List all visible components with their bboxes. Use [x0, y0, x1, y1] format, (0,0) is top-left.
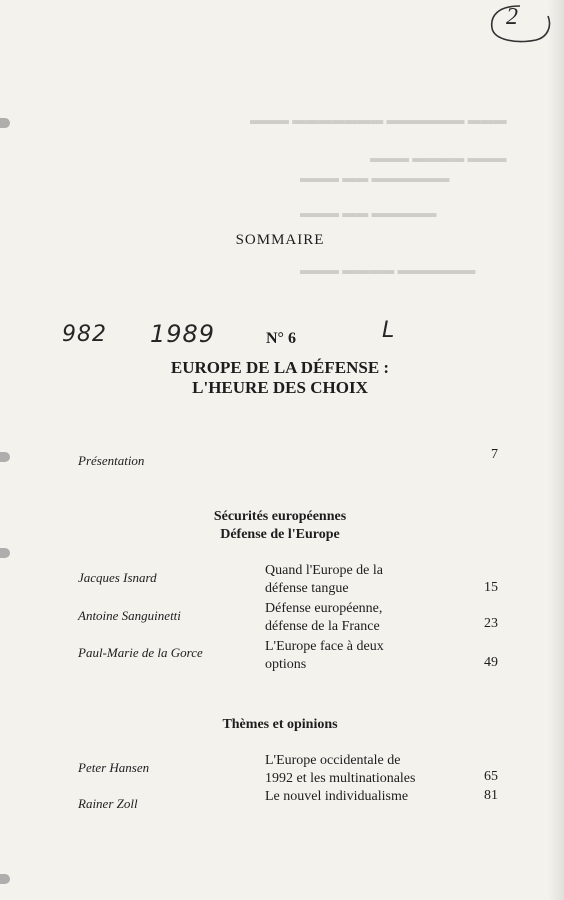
toc-page-number: 49	[484, 655, 498, 670]
presentation-page-number: 7	[491, 447, 498, 462]
toc-article-title	[265, 600, 450, 636]
issue-title	[60, 358, 500, 398]
section-heading: Thèmes et opinions	[222, 717, 338, 732]
toc-article-title-line: 1992 et les multinationales	[265, 771, 416, 786]
handwritten-year: 1989	[150, 320, 216, 348]
toc-article-title-line: options	[265, 657, 307, 672]
bleed-through-text: ▬▬▬ ▬▬ ▬▬▬▬▬	[300, 205, 437, 220]
toc-article-title	[265, 752, 450, 788]
section-heading-line-2: Défense de l'Europe	[220, 527, 340, 542]
toc-page-number: 23	[484, 616, 498, 631]
bleed-through-text: ▬▬▬ ▬▬ ▬▬▬▬▬▬	[300, 170, 450, 185]
section-heading	[60, 508, 500, 544]
sommaire-heading: SOMMAIRE	[235, 232, 325, 248]
toc-article-title-line: Quand l'Europe de la	[265, 563, 383, 578]
toc-article-title	[265, 638, 450, 674]
toc-article-title-line: défense de la France	[265, 619, 380, 634]
corner-circle-annotation	[486, 2, 554, 46]
issue-title-line-2: L'HEURE DES CHOIX	[192, 378, 368, 397]
issue-title-line-1: EUROPE DE LA DÉFENSE :	[170, 358, 390, 377]
section-heading-line-1: Sécurités européennes	[213, 509, 347, 524]
toc-article-title	[265, 562, 450, 598]
bleed-through-text: ▬▬▬ ▬▬▬▬▬▬▬ ▬▬▬▬▬▬ ▬▬▬	[250, 112, 507, 127]
handwritten-code: 982	[62, 322, 107, 347]
toc-article-title	[265, 788, 450, 806]
toc-author: Jacques Isnard	[78, 570, 157, 585]
toc-page-number: 15	[484, 580, 498, 595]
toc-author: Peter Hansen	[78, 760, 150, 775]
corner-annotation-number: 2	[506, 4, 518, 30]
issue-number: N° 6	[266, 330, 296, 347]
toc-article-title-line: défense tangue	[265, 581, 349, 596]
toc-author: Rainer Zoll	[78, 796, 138, 811]
toc-page-number: 81	[484, 788, 498, 803]
toc-article-title-line: L'Europe occidentale de	[265, 753, 401, 768]
binding-hole	[0, 452, 10, 462]
bleed-through-text: ▬▬▬ ▬▬▬▬ ▬▬▬	[370, 150, 507, 165]
toc-author: Paul-Marie de la Gorce	[78, 645, 203, 660]
toc-article-title-line: Le nouvel individualisme	[265, 789, 409, 804]
handwritten-mark: L	[382, 318, 396, 343]
bleed-through-text: ▬▬▬ ▬▬▬▬ ▬▬▬▬▬▬	[300, 262, 476, 277]
presentation-label: Présentation	[78, 453, 145, 468]
toc-author: Antoine Sanguinetti	[78, 608, 181, 623]
page-edge-shadow	[548, 0, 564, 900]
toc-page-number: 65	[484, 769, 498, 784]
toc-article-title-line: Défense européenne,	[265, 601, 383, 616]
binding-hole	[0, 118, 10, 128]
binding-hole	[0, 874, 10, 884]
toc-article-title-line: L'Europe face à deux	[265, 639, 384, 654]
binding-hole	[0, 548, 10, 558]
